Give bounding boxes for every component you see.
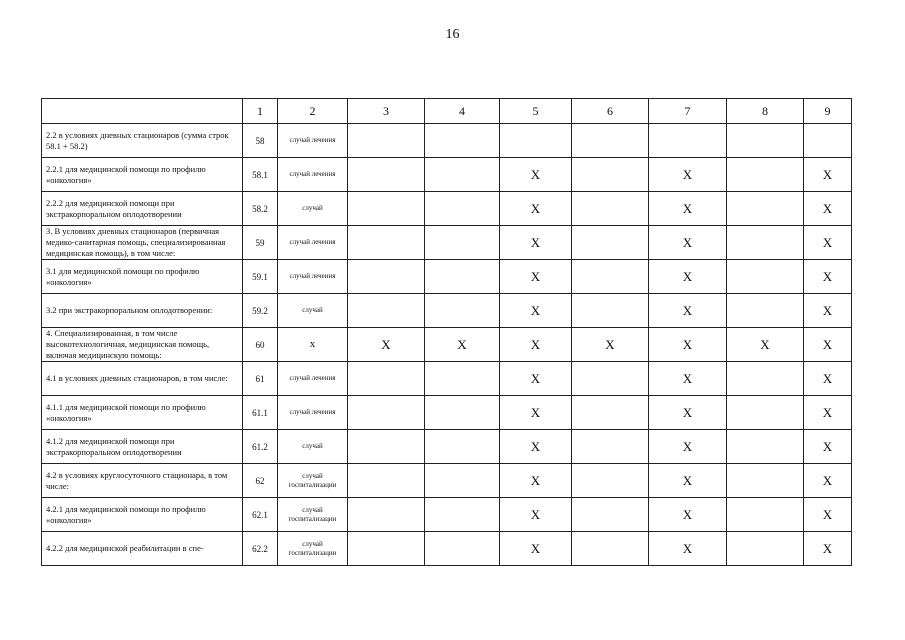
cell-col-7: X [649,328,727,362]
cell-col-5: X [500,260,572,294]
column-header-0 [42,99,243,124]
cell-col-9: X [804,328,852,362]
cell-col-6 [572,192,649,226]
cell-col-4 [425,464,500,498]
cell-col-9 [804,124,852,158]
row-unit: случай лечения [278,362,348,396]
row-description: 3. В условиях дневных стационаров (первичная медико-санитарная помощь, специализированная медицинская помощь), в том числе: [42,226,243,260]
cell-col-3 [348,498,425,532]
row-unit: случай госпитализации [278,464,348,498]
cell-col-5: X [500,464,572,498]
row-number: 62.1 [243,498,278,532]
cell-col-9: X [804,396,852,430]
cell-col-3 [348,158,425,192]
cell-col-8 [727,192,804,226]
row-description: 4.1 в условиях дневных стационаров, в том числе: [42,362,243,396]
column-header-2: 2 [278,99,348,124]
cell-col-8 [727,260,804,294]
cell-col-5: X [500,294,572,328]
cell-col-6: X [572,328,649,362]
cell-col-7: X [649,226,727,260]
row-unit: случай госпитализации [278,498,348,532]
row-number: 59.1 [243,260,278,294]
column-header-3: 3 [348,99,425,124]
row-number: 62.2 [243,532,278,566]
row-number: 61.2 [243,430,278,464]
column-header-5: 5 [500,99,572,124]
cell-col-3 [348,362,425,396]
cell-col-4 [425,124,500,158]
cell-col-9: X [804,464,852,498]
cell-col-5: X [500,396,572,430]
column-header-1: 1 [243,99,278,124]
cell-col-3 [348,226,425,260]
row-unit: случай [278,294,348,328]
cell-col-8 [727,226,804,260]
cell-col-6 [572,226,649,260]
row-description: 2.2.2 для медицинской помощи при экстракорпоральном оплодотворении [42,192,243,226]
cell-col-5: X [500,362,572,396]
row-unit: случай [278,430,348,464]
cell-col-8 [727,124,804,158]
cell-col-7: X [649,396,727,430]
row-number: 58.2 [243,192,278,226]
row-description: 2.2 в условиях дневных стационаров (сумма строк 58.1 + 58.2) [42,124,243,158]
column-header-6: 6 [572,99,649,124]
cell-col-7: X [649,192,727,226]
cell-col-6 [572,260,649,294]
row-description: 3.1 для медицинской помощи по профилю «онкология» [42,260,243,294]
row-description: 4.1.2 для медицинской помощи при экстракорпоральном оплодотворении [42,430,243,464]
cell-col-7: X [649,158,727,192]
cell-col-8 [727,430,804,464]
header-row [42,99,852,124]
cell-col-4: X [425,328,500,362]
table-body [42,99,852,566]
page-number: 16 [445,27,460,42]
cell-col-5: X [500,226,572,260]
row-unit: случай госпитализации [278,532,348,566]
cell-col-3 [348,396,425,430]
cell-col-4 [425,260,500,294]
table-row [42,362,852,396]
table-row [42,396,852,430]
cell-col-9: X [804,158,852,192]
cell-col-6 [572,498,649,532]
row-number: 62 [243,464,278,498]
table-row [42,532,852,566]
cell-col-4 [425,294,500,328]
cell-col-7: X [649,430,727,464]
table-row [42,464,852,498]
cell-col-9: X [804,294,852,328]
cell-col-5: X [500,328,572,362]
row-number: 61.1 [243,396,278,430]
cell-col-5: X [500,498,572,532]
cell-col-3 [348,124,425,158]
cell-col-8 [727,532,804,566]
cell-col-4 [425,158,500,192]
cell-col-7: X [649,260,727,294]
cell-col-5: X [500,430,572,464]
cell-col-6 [572,430,649,464]
row-number: 58.1 [243,158,278,192]
cell-col-4 [425,396,500,430]
cell-col-7: X [649,464,727,498]
table-row [42,158,852,192]
cell-col-4 [425,532,500,566]
cell-col-7: X [649,362,727,396]
row-unit: случай лечения [278,226,348,260]
cell-col-4 [425,498,500,532]
table-row [42,226,852,260]
row-description: 4.2.2 для медицинской реабилитации в спе- [42,532,243,566]
cell-col-5 [500,124,572,158]
cell-col-7: X [649,532,727,566]
data-table [41,98,852,566]
row-unit: случай лечения [278,124,348,158]
cell-col-4 [425,362,500,396]
cell-col-6 [572,532,649,566]
cell-col-9: X [804,532,852,566]
cell-col-9: X [804,226,852,260]
cell-col-7: X [649,294,727,328]
row-description: 4.1.1 для медицинской помощи по профилю «онкология» [42,396,243,430]
cell-col-7 [649,124,727,158]
cell-col-6 [572,396,649,430]
row-number: 59.2 [243,294,278,328]
cell-col-6 [572,362,649,396]
column-header-9: 9 [804,99,852,124]
cell-col-6 [572,294,649,328]
cell-col-3: X [348,328,425,362]
table-row [42,260,852,294]
column-header-4: 4 [425,99,500,124]
cell-col-8 [727,362,804,396]
cell-col-8: X [727,328,804,362]
row-unit: случай [278,192,348,226]
row-number: 60 [243,328,278,362]
cell-col-5: X [500,532,572,566]
cell-col-4 [425,430,500,464]
row-description: 4.2.1 для медицинской помощи по профилю «онкология» [42,498,243,532]
cell-col-4 [425,226,500,260]
cell-col-7: X [649,498,727,532]
cell-col-3 [348,464,425,498]
cell-col-3 [348,192,425,226]
cell-col-9: X [804,260,852,294]
table-row [42,294,852,328]
row-unit: случай лечения [278,396,348,430]
cell-col-3 [348,430,425,464]
cell-col-4 [425,192,500,226]
row-description: 3.2 при экстракорпоральном оплодотворении: [42,294,243,328]
row-unit: x [278,328,348,362]
row-description: 4.2 в условиях круглосуточного стационара, в том числе: [42,464,243,498]
cell-col-8 [727,294,804,328]
row-unit: случай лечения [278,158,348,192]
row-description: 4. Специализированная, в том числе высокотехнологичная, медицинская помощь, включая медицинскую помощь: [42,328,243,362]
row-description: 2.2.1 для медицинской помощи по профилю «онкология» [42,158,243,192]
cell-col-9: X [804,362,852,396]
table-row [42,328,852,362]
cell-col-8 [727,464,804,498]
row-number: 61 [243,362,278,396]
row-number: 59 [243,226,278,260]
cell-col-8 [727,498,804,532]
cell-col-8 [727,396,804,430]
cell-col-5: X [500,192,572,226]
row-number: 58 [243,124,278,158]
cell-col-8 [727,158,804,192]
cell-col-3 [348,532,425,566]
table-row [42,498,852,532]
table-row [42,124,852,158]
column-header-7: 7 [649,99,727,124]
cell-col-6 [572,124,649,158]
cell-col-9: X [804,430,852,464]
column-header-8: 8 [727,99,804,124]
cell-col-3 [348,260,425,294]
cell-col-5: X [500,158,572,192]
cell-col-9: X [804,498,852,532]
cell-col-6 [572,464,649,498]
row-unit: случай лечения [278,260,348,294]
cell-col-6 [572,158,649,192]
table-row [42,192,852,226]
table-row [42,430,852,464]
cell-col-3 [348,294,425,328]
cell-col-9: X [804,192,852,226]
